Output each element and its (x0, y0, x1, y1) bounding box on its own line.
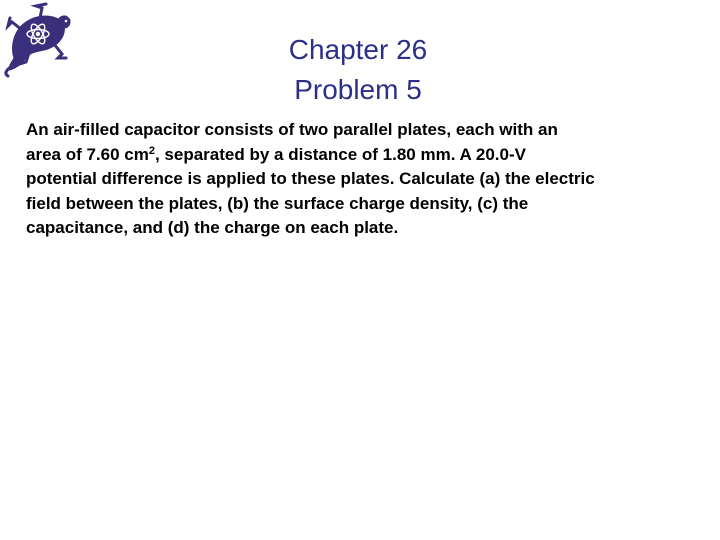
chapter-heading: Chapter 26 (288, 34, 428, 65)
area-exponent: 2 (148, 144, 155, 157)
problem-statement (26, 118, 698, 241)
problem-line-1: An air-filled capacitor consists of two parallel plates, each with an (26, 120, 558, 139)
problem-line-4: field between the plates, (b) the surface charge density, (c) the (26, 193, 529, 213)
problem-line-2 (26, 143, 698, 168)
area-text: area of 7.60 cm (26, 144, 149, 164)
separation-text: , separated by a distance of 1.80 mm. A 20.0-V (154, 144, 526, 164)
problem-line-5: capacitance, and (d) the charge on each plate. (26, 218, 399, 237)
problem-line-3: potential difference is applied to these plates. Calculate (a) the electric (26, 169, 595, 188)
slide-title (230, 30, 486, 110)
problem-heading: Problem 5 (294, 74, 422, 105)
lizard-atom-logo-icon (0, 0, 78, 78)
